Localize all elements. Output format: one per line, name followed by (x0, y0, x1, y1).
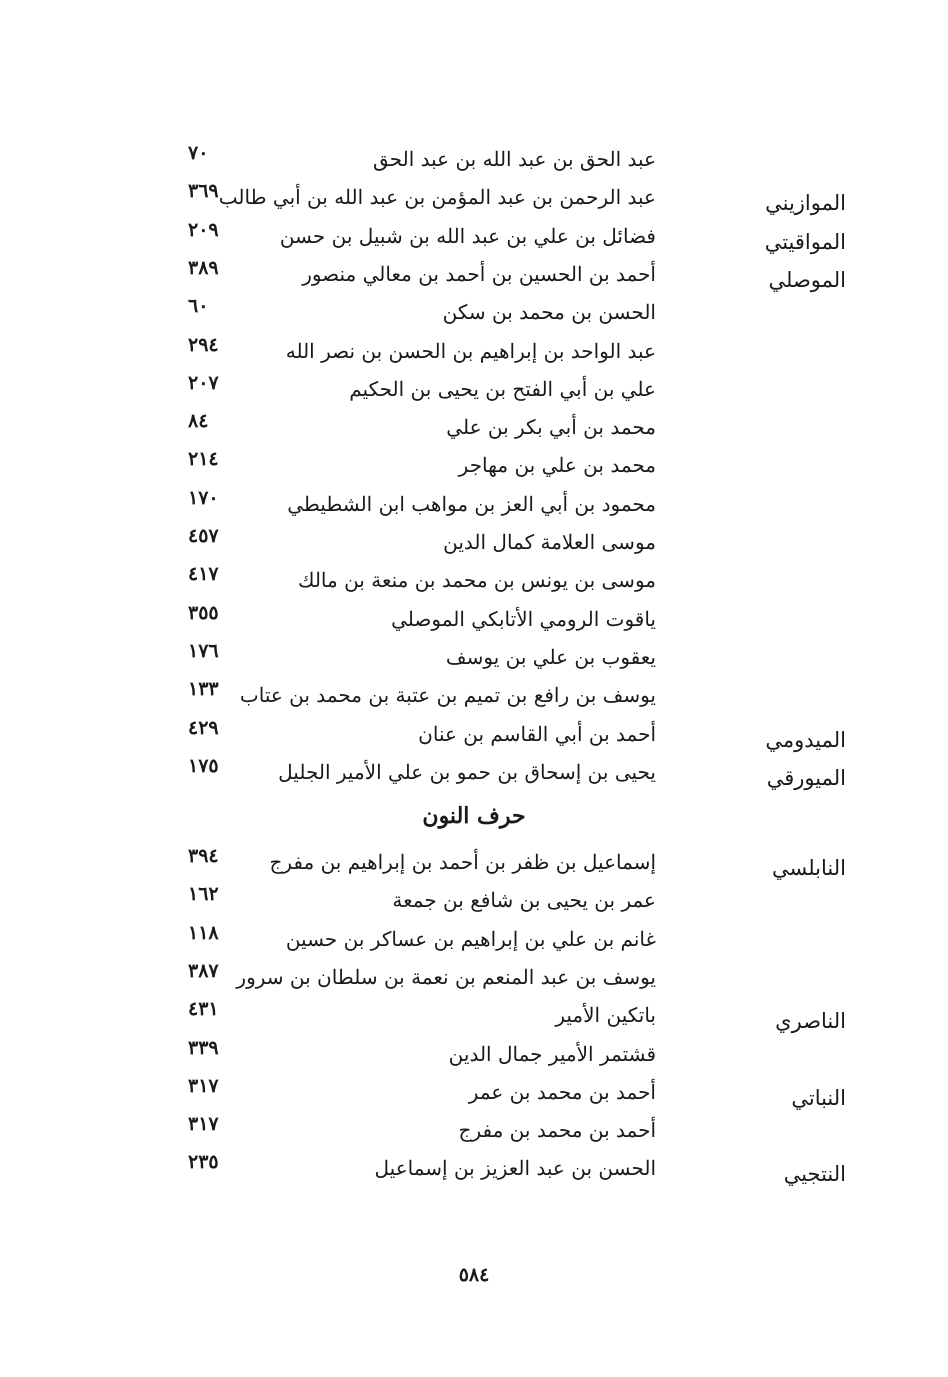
entry-name: عبد الحق بن عبد الله بن عبد الحق (373, 147, 656, 171)
entry-nisba: الميدومي (765, 727, 846, 752)
entry-page-number: ١٦٢ (188, 883, 219, 906)
entry-nisba: النتجيي (783, 1162, 846, 1187)
entry-page-number: ٢٣٥ (188, 1151, 219, 1174)
entry-name: إسماعيل بن ظفر بن أحمد بن إبراهيم بن مفرج (269, 850, 656, 874)
index-entry (0, 996, 948, 1034)
entry-page-number: ١٧٥ (188, 754, 219, 777)
index-entry (0, 753, 948, 791)
index-entry (0, 255, 948, 293)
index-entry (0, 561, 948, 599)
index-entry (0, 676, 948, 714)
entry-nisba: الموصلي (768, 267, 846, 292)
entry-name: علي بن أبي الفتح بن يحيى بن الحكيم (349, 376, 656, 401)
entry-page-number: ٣٨٩ (188, 256, 219, 279)
entry-name: أحمد بن محمد بن عمر (468, 1079, 656, 1104)
entry-page-number: ٤٢٩ (188, 716, 219, 739)
index-entry (0, 408, 948, 446)
entry-page-number: ١٧٠ (188, 486, 219, 509)
page-number: ٥٨٤ (458, 1264, 490, 1286)
index-entry (0, 843, 948, 881)
index-entry (0, 332, 948, 370)
index-entry (0, 600, 948, 638)
index-entry (0, 370, 948, 408)
entry-name: الحسن بن محمد بن سكن (442, 300, 656, 325)
index-entry (0, 958, 948, 996)
entry-name: الحسن بن عبد العزيز بن إسماعيل (374, 1156, 656, 1181)
index-entry (0, 920, 948, 958)
entry-name: ياقوت الرومي الأتابكي الموصلي (391, 606, 656, 631)
entry-name: يعقوب بن علي بن يوسف (445, 644, 656, 669)
index-entry (0, 638, 948, 676)
entry-name: عبد الرحمن بن عبد المؤمن بن عبد الله بن أبي طالب (218, 185, 656, 210)
entry-page-number: ٣٦٩ (188, 180, 219, 203)
index-entry (0, 1111, 948, 1149)
entry-page-number: ٢٠٧ (188, 371, 219, 394)
entry-page-number: ١١٨ (188, 921, 219, 944)
entry-name: يوسف بن عبد المنعم بن نعمة بن سلطان بن سرور (236, 964, 656, 989)
entry-page-number: ٢١٤ (188, 448, 219, 471)
index-entry (0, 446, 948, 484)
entry-page-number: ٣٨٧ (188, 959, 219, 982)
index-entry (0, 140, 948, 178)
entry-page-number: ٤٣١ (188, 998, 219, 1021)
entry-page-number: ٧٠ (188, 142, 209, 164)
index-entry (0, 881, 948, 919)
index-entry (0, 1149, 948, 1187)
entry-name: غانم بن علي بن إبراهيم بن عساكر بن حسين (285, 926, 656, 951)
index-entry (0, 523, 948, 561)
index-entry (0, 485, 948, 523)
index-entry (0, 178, 948, 216)
entry-name: فضائل بن علي بن عبد الله بن شبيل بن حسن (279, 223, 656, 248)
index-entry (0, 715, 948, 753)
entry-page-number: ٤١٧ (188, 563, 219, 586)
entry-nisba: الميورقي (766, 765, 846, 790)
entry-page-number: ٣٣٩ (188, 1036, 219, 1059)
entry-page-number: ١٧٦ (188, 639, 219, 662)
entry-name: أحمد بن محمد بن مفرج (458, 1118, 656, 1143)
entry-name: موسى بن يونس بن محمد بن منعة بن مالك (297, 568, 656, 593)
entry-nisba: الناصري (775, 1009, 846, 1034)
index-entry (0, 293, 948, 331)
entry-page-number: ٦٠ (188, 295, 209, 318)
entry-name: موسى العلامة كمال الدين (443, 530, 656, 554)
index-entry (0, 1073, 948, 1111)
entry-page-number: ٨٤ (188, 410, 209, 433)
entry-nisba: المواقيتي (764, 229, 846, 254)
entry-nisba: النابلسي (771, 856, 846, 880)
entry-name: يوسف بن رافع بن تميم بن عتبة بن محمد بن عتاب (239, 683, 656, 708)
entry-name: قشتمر الأمير جمال الدين (448, 1041, 656, 1066)
entry-name: أحمد بن الحسين بن أحمد بن معالي منصور (302, 261, 656, 286)
entry-name: يحيى بن إسحاق بن حمو بن علي الأمير الجليل (278, 759, 656, 784)
entry-page-number: ٣٥٥ (188, 601, 219, 624)
entry-page-number: ٢٩٤ (188, 333, 219, 356)
entry-page-number: ٣٩٤ (188, 845, 219, 867)
entry-name: باتكين الأمير (555, 1003, 656, 1028)
entry-page-number: ٤٥٧ (188, 525, 219, 547)
entry-nisba: الموازيني (765, 191, 846, 216)
section-heading: حرف النون (422, 803, 526, 829)
index-entry (0, 217, 948, 255)
entry-name: أحمد بن أبي القاسم بن عنان (418, 721, 656, 746)
entry-name: محمود بن أبي العز بن مواهب ابن الشطيطي (287, 491, 656, 516)
entry-page-number: ٣١٧ (188, 1113, 219, 1136)
entry-name: محمد بن أبي بكر بن علي (446, 415, 656, 440)
entry-page-number: ٢٠٩ (188, 218, 219, 241)
entry-page-number: ١٣٣ (188, 678, 219, 701)
index-entry (0, 1035, 948, 1073)
entry-name: محمد بن علي بن مهاجر (458, 453, 656, 478)
entry-nisba: النباتي (791, 1085, 846, 1110)
entry-name: عمر بن يحيى بن شافع بن جمعة (392, 888, 656, 913)
entry-name: عبد الواحد بن إبراهيم بن الحسن بن نصر الله (285, 338, 656, 363)
entry-page-number: ٣١٧ (188, 1074, 219, 1097)
